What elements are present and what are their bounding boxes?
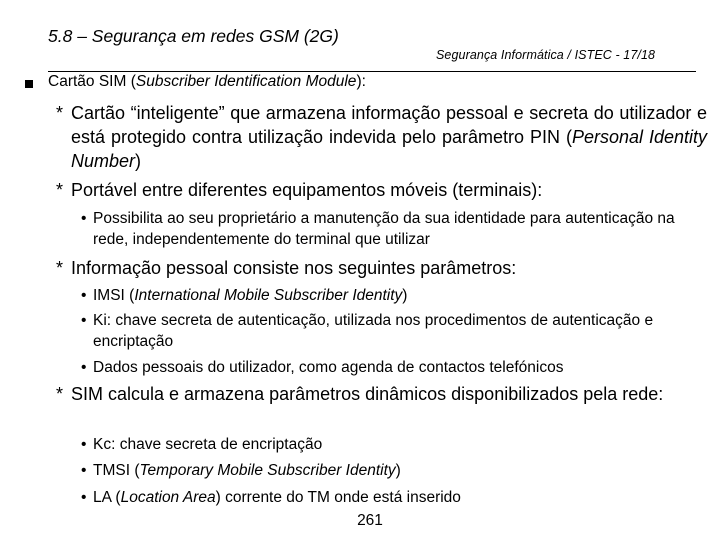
list-item-dynamic-params bbox=[56, 382, 707, 406]
square-bullet-icon bbox=[25, 80, 33, 88]
sub-item-kc bbox=[81, 434, 681, 455]
course-header: Segurança Informática / ISTEC - 17/18 bbox=[436, 48, 656, 62]
sub-item-imsi bbox=[81, 285, 681, 306]
main-bullet-text: Cartão SIM (Subscriber Identification Module): bbox=[48, 73, 366, 90]
sub-item-text: Ki: chave secreta de autenticação, utilizada nos procedimentos de autenticação e encriptação bbox=[93, 312, 654, 350]
header-divider bbox=[48, 71, 696, 72]
sub-item-identity bbox=[81, 208, 681, 250]
dot-marker: • bbox=[81, 312, 87, 329]
list-item-text: Informação pessoal consiste nos seguintes parâmetros: bbox=[71, 258, 517, 278]
sub-item-text: Kc: chave secreta de encriptação bbox=[93, 436, 323, 453]
sub-item-text: TMSI (Temporary Mobile Subscriber Identity) bbox=[93, 462, 401, 479]
dot-marker: • bbox=[81, 210, 87, 227]
list-item-smart-card bbox=[56, 101, 707, 173]
list-item-text: Portável entre diferentes equipamentos móveis (terminais): bbox=[71, 180, 543, 200]
dot-marker: • bbox=[81, 359, 87, 376]
list-item-text: SIM calcula e armazena parâmetros dinâmicos disponibilizados pela rede: bbox=[71, 384, 664, 404]
asterisk-marker: * bbox=[56, 103, 64, 123]
list-item-portable bbox=[56, 178, 707, 202]
dot-marker: • bbox=[81, 436, 87, 453]
asterisk-marker: * bbox=[56, 384, 64, 404]
list-item-text: Cartão “inteligente” que armazena informação pessoal e secreta do utilizador e está protegido contra utilização indevida pelo parâmetro PIN (Personal Identity Number) bbox=[71, 103, 708, 171]
sub-item-ki bbox=[81, 310, 681, 352]
sub-item-text: IMSI (International Mobile Subscriber Identity) bbox=[93, 287, 408, 304]
dot-marker: • bbox=[81, 287, 87, 304]
sub-item-text: Possibilita ao seu proprietário a manutenção da sua identidade para autenticação na rede, independentemente do terminal que utilizar bbox=[93, 210, 675, 248]
sub-item-tmsi bbox=[81, 460, 681, 481]
asterisk-marker: * bbox=[56, 180, 64, 200]
sub-item-text: LA (Location Area) corrente do TM onde está inserido bbox=[93, 489, 461, 506]
list-item-personal-info bbox=[56, 256, 707, 280]
dot-marker: • bbox=[81, 462, 87, 479]
slide-title: 5.8 – Segurança em redes GSM (2G) bbox=[48, 26, 339, 46]
page-number: 261 bbox=[357, 512, 383, 529]
sub-item-text: Dados pessoais do utilizador, como agenda de contactos telefónicos bbox=[93, 359, 564, 376]
sub-item-personal-data bbox=[81, 357, 681, 378]
dot-marker: • bbox=[81, 489, 87, 506]
sub-item-la bbox=[81, 487, 681, 508]
asterisk-marker: * bbox=[56, 258, 64, 278]
